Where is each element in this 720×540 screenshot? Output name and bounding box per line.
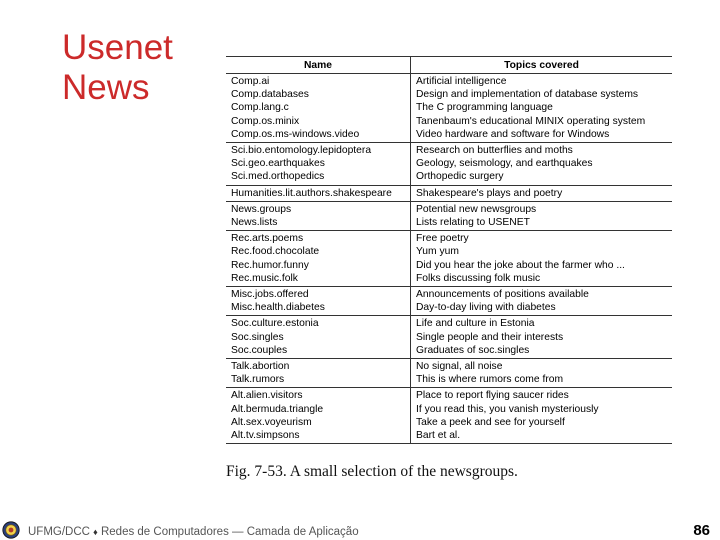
footer-separator: ♦ — [93, 527, 98, 537]
slide-title — [62, 28, 173, 108]
newsgroup-topic: Folks discussing folk music — [416, 272, 541, 284]
newsgroup-topic-cell — [411, 143, 673, 186]
newsgroup-name-cell — [226, 185, 411, 201]
newsgroup-name: Soc.couples — [231, 344, 288, 356]
newsgroup-name-cell — [226, 359, 411, 388]
page-number: 86 — [693, 522, 710, 539]
newsgroup-name: Talk.rumors — [231, 374, 285, 386]
table-row — [226, 359, 672, 388]
table-row — [226, 231, 672, 287]
newsgroup-topic: The C programming language — [416, 102, 553, 114]
newsgroup-topic: Video hardware and software for Windows — [416, 128, 610, 140]
newsgroup-topic: Geology, seismology, and earthquakes — [416, 158, 593, 170]
newsgroup-name: Comp.lang.c — [231, 102, 289, 114]
newsgroup-name: Comp.databases — [231, 89, 309, 101]
newsgroup-name-cell — [226, 231, 411, 287]
newsgroup-topic: Place to report flying saucer rides — [416, 390, 569, 402]
newsgroups-table-body — [226, 74, 672, 444]
footer-text — [28, 526, 359, 538]
table-row — [226, 143, 672, 186]
newsgroup-topic: Free poetry — [416, 233, 469, 245]
table-row — [226, 287, 672, 316]
table-row — [226, 74, 672, 143]
newsgroup-topic: Take a peek and see for yourself — [416, 416, 565, 428]
table-row — [226, 201, 672, 230]
newsgroup-name: Alt.bermuda.triangle — [231, 403, 324, 415]
newsgroup-name: Soc.singles — [231, 331, 284, 343]
newsgroup-topic: Bart et al. — [416, 430, 461, 442]
table-header-row — [226, 57, 672, 74]
newsgroup-name: Comp.os.ms-windows.video — [231, 128, 360, 140]
university-seal-icon — [2, 521, 20, 539]
table-row — [226, 316, 672, 359]
newsgroup-name: Rec.food.chocolate — [231, 246, 320, 258]
column-header-topics: Topics covered — [411, 57, 673, 74]
newsgroup-name: News.lists — [231, 217, 278, 229]
newsgroup-topic: Potential new newsgroups — [416, 203, 537, 215]
slide-title-line-1: Usenet — [62, 28, 173, 67]
newsgroup-name-cell — [226, 143, 411, 186]
newsgroup-topic-cell — [411, 359, 673, 388]
newsgroup-topic-cell — [411, 316, 673, 359]
table-row — [226, 185, 672, 201]
newsgroup-topic: Life and culture in Estonia — [416, 318, 535, 330]
figure-caption: Fig. 7-53. A small selection of the newsgroups. — [226, 463, 518, 480]
newsgroup-name: Soc.culture.estonia — [231, 318, 319, 330]
newsgroup-name: Sci.med.orthopedics — [231, 171, 325, 183]
newsgroup-topic: Graduates of soc.singles — [416, 344, 530, 356]
newsgroup-topic: If you read this, you vanish mysteriously — [416, 403, 599, 415]
newsgroup-topic: Single people and their interests — [416, 331, 564, 343]
newsgroup-name: Talk.abortion — [231, 361, 290, 373]
newsgroup-topic: This is where rumors come from — [416, 374, 564, 386]
newsgroup-name: Sci.geo.earthquakes — [231, 158, 325, 170]
newsgroup-name-cell — [226, 388, 411, 444]
newsgroup-topic-cell — [411, 287, 673, 316]
newsgroup-topic-cell — [411, 388, 673, 444]
newsgroup-name: Comp.ai — [231, 76, 270, 87]
footer-course: Redes de Computadores — Camada de Aplicação — [100, 526, 359, 538]
newsgroup-topic-cell — [411, 201, 673, 230]
newsgroup-name: Rec.humor.funny — [231, 259, 309, 271]
newsgroup-name: Misc.jobs.offered — [231, 289, 309, 301]
newsgroup-topic: Tanenbaum's educational MINIX operating system — [416, 115, 646, 127]
newsgroup-topic: No signal, all noise — [416, 361, 503, 373]
table-row — [226, 388, 672, 444]
newsgroup-name-cell — [226, 201, 411, 230]
newsgroup-name: Rec.arts.poems — [231, 233, 304, 245]
newsgroup-topic: Day-to-day living with diabetes — [416, 302, 556, 314]
column-header-name: Name — [226, 57, 411, 74]
newsgroup-name: Alt.tv.simpsons — [231, 430, 300, 442]
newsgroups-table — [226, 56, 672, 444]
newsgroup-topic-cell — [411, 185, 673, 201]
newsgroup-topic: Yum yum — [416, 246, 459, 258]
newsgroup-name: Humanities.lit.authors.shakespeare — [231, 187, 392, 199]
newsgroup-topic: Did you hear the joke about the farmer who ... — [416, 259, 625, 271]
newsgroup-name: Sci.bio.entomology.lepidoptera — [231, 145, 372, 157]
newsgroup-name: Comp.os.minix — [231, 115, 300, 127]
newsgroup-name: News.groups — [231, 203, 292, 215]
newsgroup-topic: Shakespeare's plays and poetry — [416, 187, 563, 199]
newsgroup-topic: Artificial intelligence — [416, 76, 507, 87]
newsgroup-name-cell — [226, 74, 411, 143]
newsgroup-topic: Research on butterflies and moths — [416, 145, 573, 157]
newsgroup-topic: Announcements of positions available — [416, 289, 589, 301]
newsgroup-topic: Orthopedic surgery — [416, 171, 504, 183]
newsgroup-name: Alt.alien.visitors — [231, 390, 303, 402]
newsgroup-name-cell — [226, 316, 411, 359]
newsgroup-topic-cell — [411, 231, 673, 287]
newsgroup-name: Rec.music.folk — [231, 272, 298, 284]
newsgroup-topic-cell — [411, 74, 673, 143]
newsgroup-name: Misc.health.diabetes — [231, 302, 325, 314]
slide-title-line-2: News — [62, 68, 150, 107]
footer-org: UFMG/DCC — [28, 526, 90, 538]
newsgroup-topic: Design and implementation of database systems — [416, 89, 639, 101]
newsgroup-topic: Lists relating to USENET — [416, 217, 530, 229]
newsgroup-name: Alt.sex.voyeurism — [231, 416, 312, 428]
newsgroup-name-cell — [226, 287, 411, 316]
